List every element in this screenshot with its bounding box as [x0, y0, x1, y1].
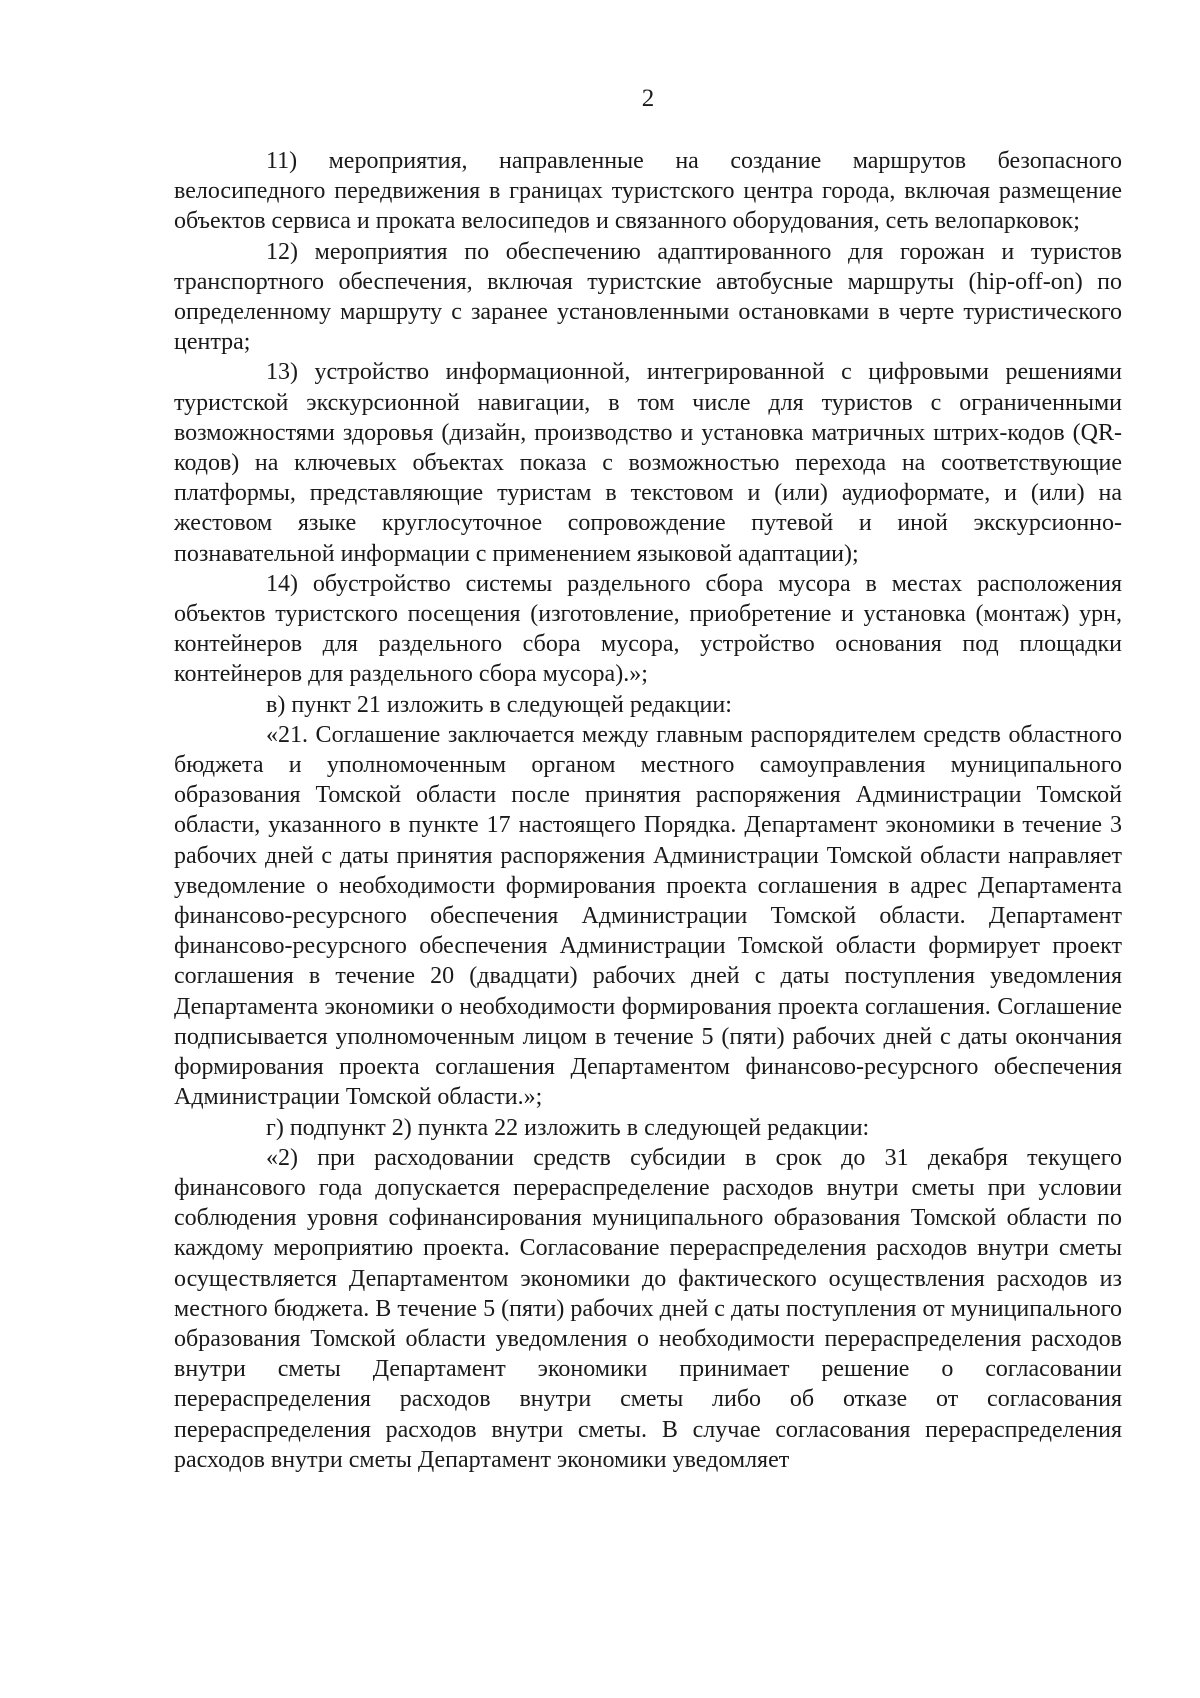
- page-number: 2: [641, 85, 655, 112]
- paragraph-item-11: 11) мероприятия, направленные на создание маршрутов безопасного велосипедного передвижения в границах туристского центра города, включая размещение объектов сервиса и проката велосипедов и связанного оборудования, сеть велопарковок;: [174, 148, 1122, 235]
- paragraph-instruction-g: г) подпункт 2) пункта 22 изложить в следующей редакции:: [266, 1114, 870, 1141]
- paragraph-instruction-v: в) пункт 21 изложить в следующей редакции:: [266, 691, 732, 718]
- document-body: [174, 146, 1122, 1475]
- paragraph-item-12: 12) мероприятия по обеспечению адаптированного для горожан и туристов транспортного обеспечения, включая туристские автобусные маршруты (hip-off-on) по определенному маршруту с заранее установленными остановками в черте туристического центра;: [174, 238, 1122, 356]
- paragraph-subclause-2: «2) при расходовании средств субсидии в срок до 31 декабря текущего финансового года допускается перераспределение расходов внутри сметы при условии соблюдения уровня софинансирования муниципального образования Томской области по каждому мероприятию проекта. Согласование перераспределения расходов внутри сметы осуществляется Департаментом экономики до фактического осуществления расходов из местного бюджета. В течение 5 (пяти) рабочих дней с даты поступления от муниципального образования Томской области уведомления о необходимости перераспределения расходов внутри сметы Департамент экономики принимает решение о согласовании перераспределения расходов внутри сметы либо об отказе от согласования перераспределения расходов внутри сметы. В случае согласования перераспределения расходов внутри сметы Департамент экономики уведомляет: [174, 1144, 1122, 1473]
- paragraph-clause-21: «21. Соглашение заключается между главным распорядителем средств областного бюджета и уполномоченным органом местного самоуправления муниципального образования Томской области после принятия распоряжения Администрации Томской области, указанного в пункте 17 настоящего Порядка. Департамент экономики в течение 3 рабочих дней с даты принятия распоряжения Администрации Томской области направляет уведомление о необходимости формирования проекта соглашения в адрес Департамента финансово-ресурсного обеспечения Администрации Томской области. Департамент финансово-ресурсного обеспечения Администрации Томской области формирует проект соглашения в течение 20 (двадцати) рабочих дней с даты поступления уведомления Департамента экономики о необходимости формирования проекта соглашения. Соглашение подписывается уполномоченным лицом в течение 5 (пяти) рабочих дней с даты окончания формирования проекта соглашения Департаментом финансово-ресурсного обеспечения Администрации Томской области.»;: [174, 721, 1122, 1111]
- paragraph-item-13: 13) устройство информационной, интегрированной с цифровыми решениями туристской экскурсионной навигации, в том числе для туристов с ограниченными возможностями здоровья (дизайн, производство и установка матричных штрих-кодов (QR-кодов) на ключевых объектах показа с возможностью перехода на соответствующие платформы, представляющие туристам в текстовом и (или) аудиоформате, и (или) на жестовом языке круглосуточное сопровождение путевой и иной экскурсионно-познавательной информации с применением языковой адаптации);: [174, 359, 1122, 567]
- paragraph-item-14: 14) обустройство системы раздельного сбора мусора в местах расположения объектов туристского посещения (изготовление, приобретение и установка (монтаж) урн, контейнеров для раздельного сбора мусора, устройство основания под площадки контейнеров для раздельного сбора мусора).»;: [174, 570, 1122, 688]
